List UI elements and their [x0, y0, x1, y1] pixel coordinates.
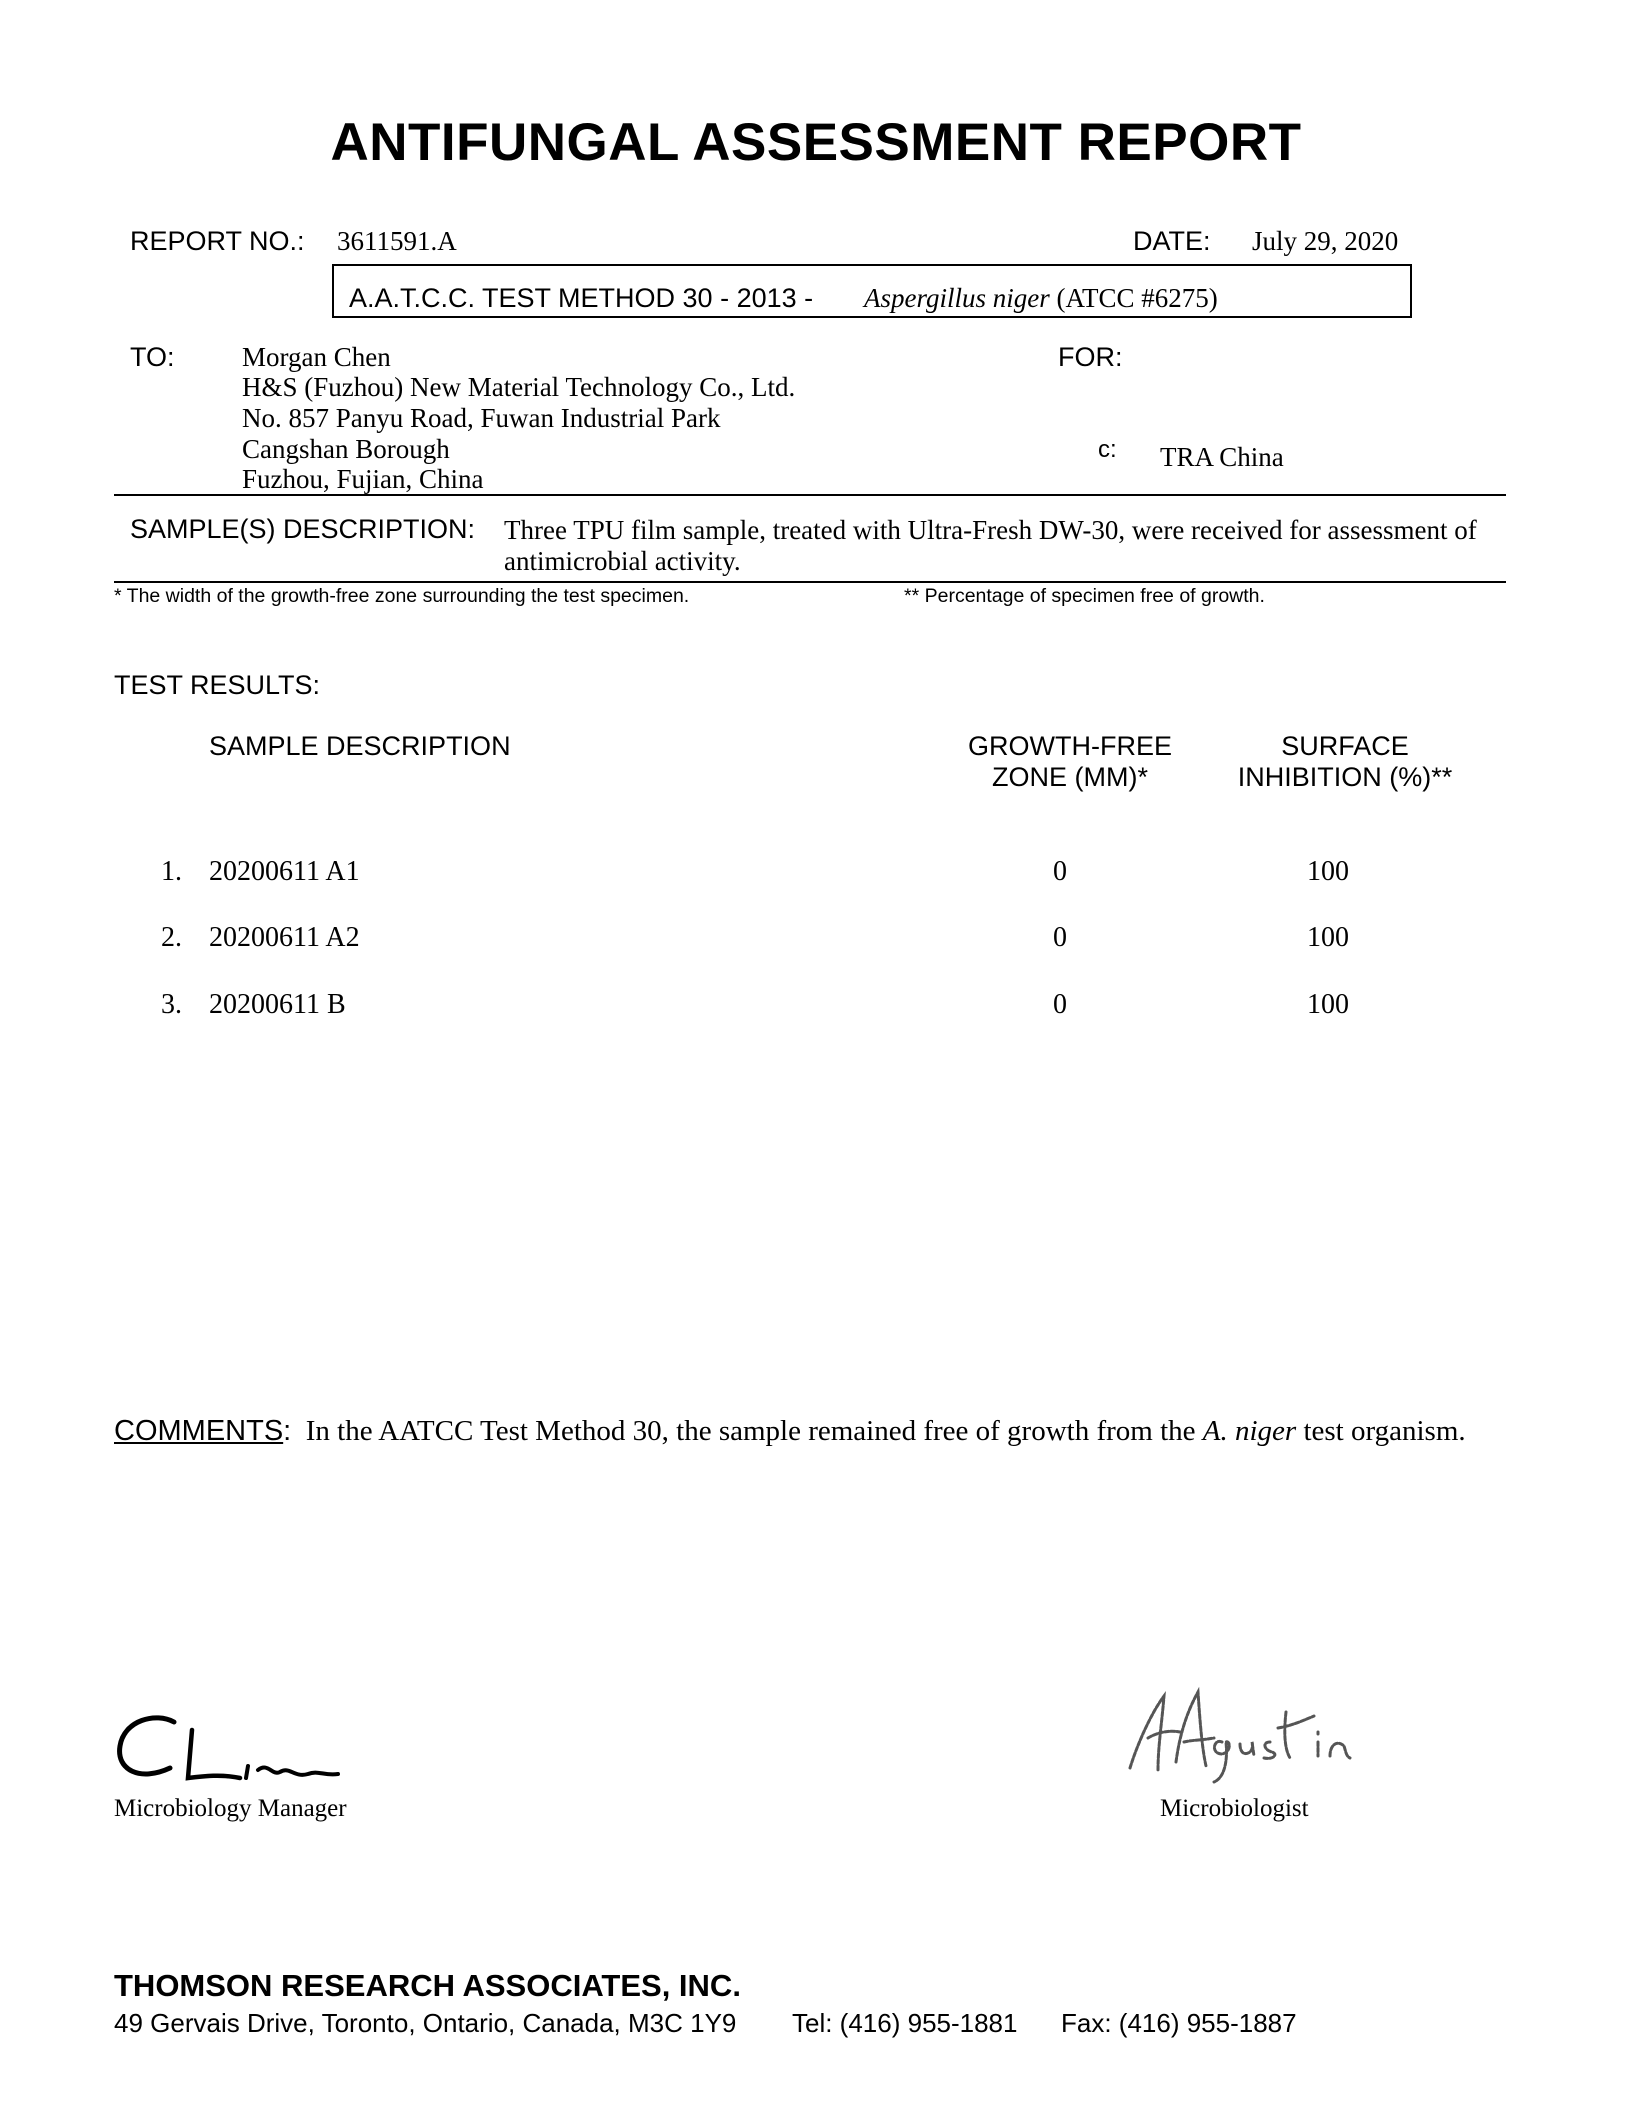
recipient-name: Morgan Chen [242, 342, 391, 372]
test-organism [864, 283, 1218, 314]
sample-description-line1: Three TPU film sample, treated with Ultra-Fresh DW-30, were received for assessment of [504, 515, 1477, 545]
manager-title: Microbiology Manager [114, 1795, 347, 1822]
organism-atcc: (ATCC #6275) [1049, 283, 1218, 313]
footnote-zone: * The width of the growth-free zone surrounding the test specimen. [114, 585, 690, 607]
row-zone: 0 [1053, 922, 1067, 953]
sample-description-label: SAMPLE(S) DESCRIPTION: [130, 514, 476, 544]
comments-label: COMMENTS [114, 1415, 284, 1447]
recipient-company: H&S (Fuzhou) New Material Technology Co., Ltd. [242, 372, 796, 402]
test-results-label: TEST RESULTS: [114, 670, 321, 700]
cc-label: c: [1098, 436, 1117, 463]
report-no-label: REPORT NO.: [130, 226, 305, 256]
to-label: TO: [130, 342, 175, 372]
row-sample: 20200611 A1 [209, 856, 360, 887]
date-label: DATE: [1133, 226, 1211, 256]
test-method: A.A.T.C.C. TEST METHOD 30 - 2013 - [349, 283, 814, 313]
row-index: 1. [161, 856, 182, 887]
row-surface: 100 [1307, 922, 1349, 953]
recipient-street: No. 857 Panyu Road, Fuwan Industrial Park [242, 403, 721, 433]
footer-fax: Fax: (416) 955-1887 [1061, 2008, 1297, 2038]
footer-company: THOMSON RESEARCH ASSOCIATES, INC. [114, 1968, 741, 2003]
col-surface-inhibition [1220, 731, 1470, 793]
row-zone: 0 [1053, 989, 1067, 1020]
cc-value: TRA China [1160, 442, 1284, 472]
report-title: ANTIFUNGAL ASSESSMENT REPORT [330, 113, 1302, 172]
comments-organism: A. niger [1202, 1415, 1297, 1447]
row-sample: 20200611 A2 [209, 922, 360, 953]
manager-signature [112, 1700, 352, 1800]
recipient-borough: Cangshan Borough [242, 434, 450, 464]
col-sample-description: SAMPLE DESCRIPTION [209, 731, 511, 761]
comments-text: In the AATCC Test Method 30, the sample remained free of growth from the [291, 1415, 1203, 1447]
row-sample: 20200611 B [209, 989, 346, 1020]
row-zone: 0 [1053, 856, 1067, 887]
footnote-surface: ** Percentage of specimen free of growth. [904, 585, 1265, 607]
divider-top [114, 494, 1506, 496]
row-surface: 100 [1307, 989, 1349, 1020]
footer-tel: Tel: (416) 955-1881 [792, 2008, 1018, 2038]
date-value: July 29, 2020 [1252, 226, 1399, 256]
organism-name: Aspergillus niger [864, 283, 1050, 313]
row-index: 3. [161, 989, 182, 1020]
comments [114, 1415, 1466, 1448]
col-zone-line1: GROWTH-FREE [968, 731, 1172, 761]
row-index: 2. [161, 922, 182, 953]
microbiologist-title: Microbiologist [1160, 1795, 1309, 1822]
microbiologist-signature [1118, 1682, 1398, 1792]
footer-address: 49 Gervais Drive, Toronto, Ontario, Canada, M3C 1Y9 [114, 2008, 737, 2038]
comments-colon: : [283, 1415, 292, 1447]
for-label: FOR: [1058, 342, 1123, 372]
comments-text-end: test organism. [1296, 1415, 1466, 1447]
col-zone-line2: ZONE (MM)* [992, 762, 1148, 792]
col-surface-line1: SURFACE [1281, 731, 1409, 761]
col-surface-line2: INHIBITION (%)** [1237, 762, 1453, 792]
report-no-value: 3611591.A [337, 226, 457, 256]
sample-description-line2: antimicrobial activity. [504, 546, 741, 576]
recipient-city: Fuzhou, Fujian, China [242, 464, 484, 494]
col-growth-free-zone [940, 731, 1200, 793]
row-surface: 100 [1307, 856, 1349, 887]
divider-bottom [114, 581, 1506, 583]
